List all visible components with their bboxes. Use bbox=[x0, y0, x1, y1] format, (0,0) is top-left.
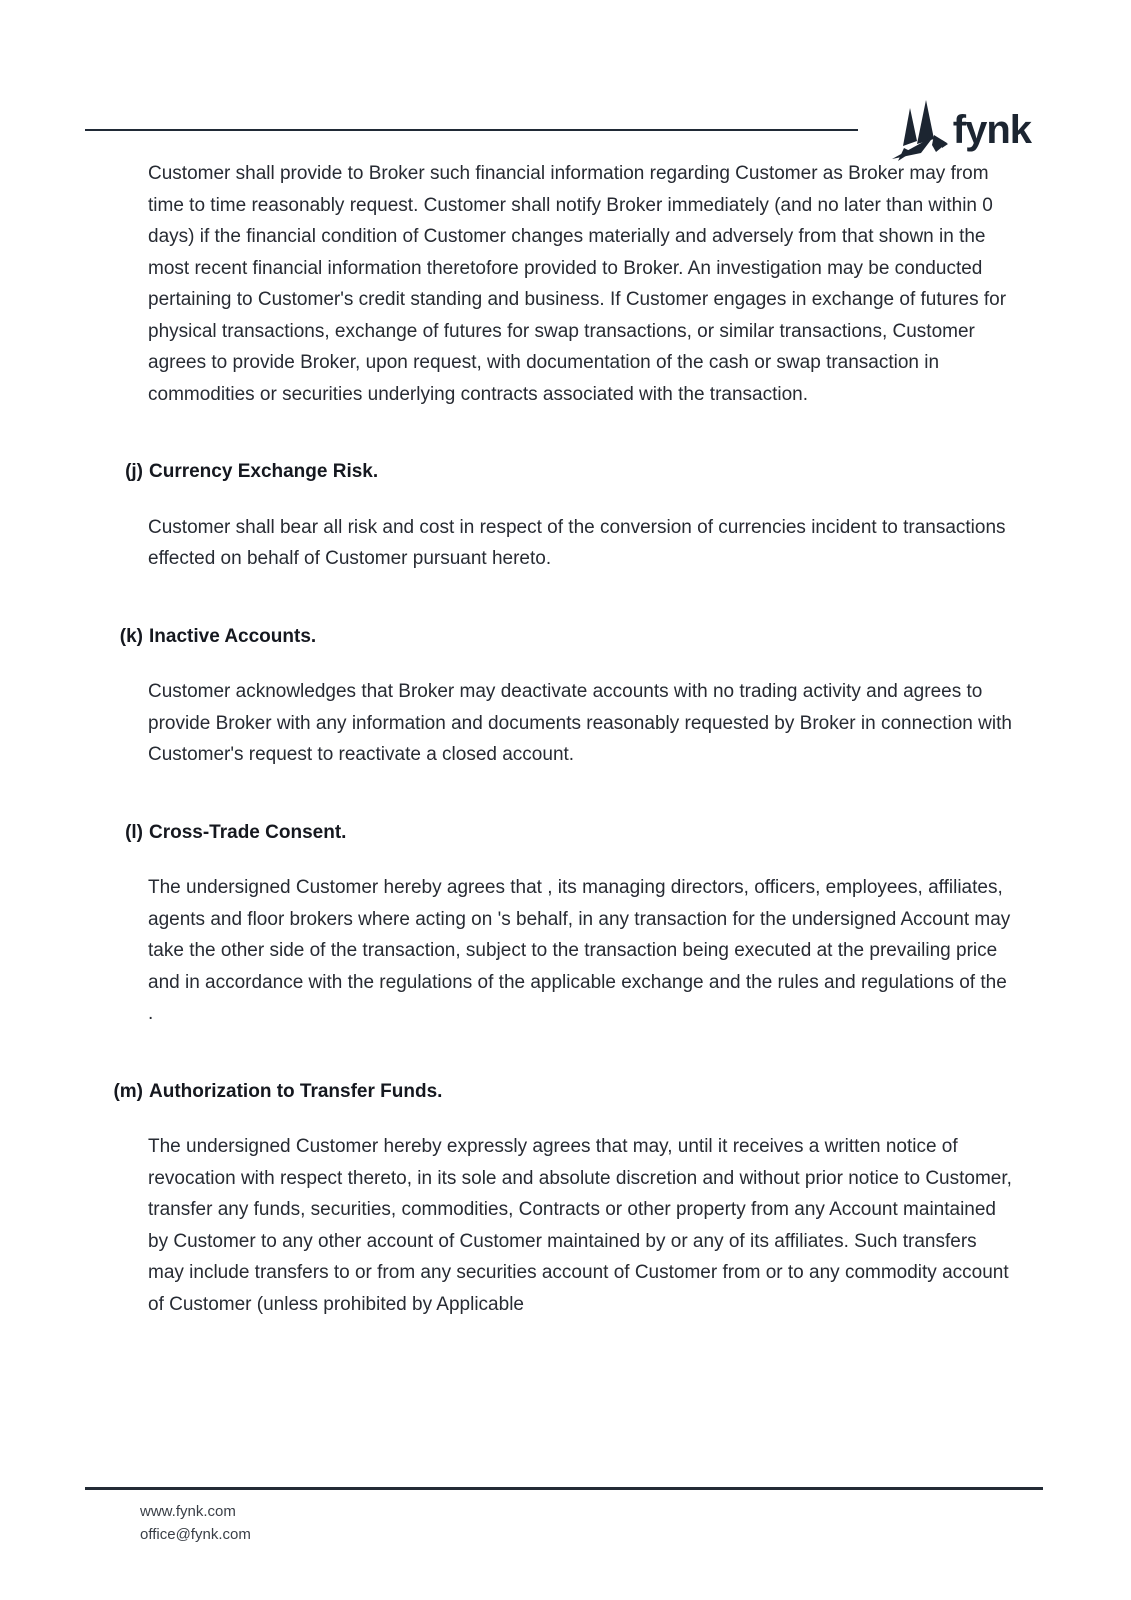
intro-paragraph: Customer shall provide to Broker such financial information regarding Customer as Broker may from time to time reasonably request. Customer shall notify Broker immediately (and no later than within 0 days) if the financial condition of Customer changes materially and adversely from that shown in the most recent financial information theretofore provided to Broker. An investigation may be conducted pertaining to Customer's credit standing and business. If Customer engages in exchange of futures for physical transactions, exchange of futures for swap transactions, or similar transactions, Customer agrees to provide Broker, upon request, with documentation of the cash or swap transaction in commodities or securities underlying contracts associated with the transaction. bbox=[148, 163, 1007, 405]
clause-marker: (k) bbox=[119, 625, 143, 647]
document-content bbox=[113, 158, 1016, 1366]
clause-title: Cross-Trade Consent. bbox=[149, 821, 347, 843]
clause-k bbox=[119, 621, 1016, 771]
clause-title: Inactive Accounts. bbox=[149, 625, 317, 647]
logo-wordmark: fynk bbox=[952, 108, 1031, 152]
footer-email: office@fynk.com bbox=[140, 1526, 251, 1543]
clause-heading bbox=[100, 817, 1016, 849]
header-rule bbox=[85, 129, 858, 131]
fynk-logo bbox=[890, 98, 1031, 162]
footer-website: www.fynk.com bbox=[140, 1503, 236, 1520]
origami-bird-icon bbox=[890, 98, 948, 162]
clause-marker: (l) bbox=[125, 821, 143, 843]
clause-m bbox=[113, 1076, 1016, 1321]
clause-body: Customer shall bear all risk and cost in respect of the conversion of currencies incident to transactions effected on behalf of Customer pursuant hereto. bbox=[148, 516, 1006, 569]
clause-body: The undersigned Customer hereby agrees that , its managing directors, officers, employees, affiliates, agents and floor brokers where acting on 's behalf, in any transaction for the undersigned Account may take the other side of the transaction, subject to the transaction being executed at the prevailing price and in accordance with the regulations of the applicable exchange and the rules and regulations of the . bbox=[148, 877, 1011, 1024]
clause-marker: (j) bbox=[125, 461, 143, 482]
clause-heading bbox=[100, 1076, 1016, 1108]
page-footer bbox=[85, 1487, 1043, 1546]
clause-title: Authorization to Transfer Funds. bbox=[149, 1080, 443, 1102]
clause-body: The undersigned Customer hereby expressly agrees that may, until it receives a written notice of revocation with respect thereto, in its sole and absolute discretion and without prior notice to Customer, transfer any funds, securities, commodities, Contracts or other property from any Account maintained by Customer to any other account of Customer maintained by or any of its affiliates. Such transfers may include transfers to or from any securities account of Customer from or to any commodity account of Customer (unless prohibited by Applicable bbox=[148, 1136, 1012, 1315]
clause-l bbox=[125, 817, 1016, 1030]
clause-j bbox=[125, 456, 1016, 575]
clause-heading bbox=[100, 456, 1016, 488]
clause-body: Customer acknowledges that Broker may deactivate accounts with no trading activity and agrees to provide Broker with any information and documents reasonably requested by Broker in connection with Customer's request to reactivate a closed account. bbox=[148, 681, 1012, 765]
page-header bbox=[85, 98, 1031, 162]
clause-marker: (m) bbox=[113, 1080, 143, 1102]
clause-title: Currency Exchange Risk. bbox=[149, 461, 379, 482]
clause-heading bbox=[100, 621, 1016, 653]
